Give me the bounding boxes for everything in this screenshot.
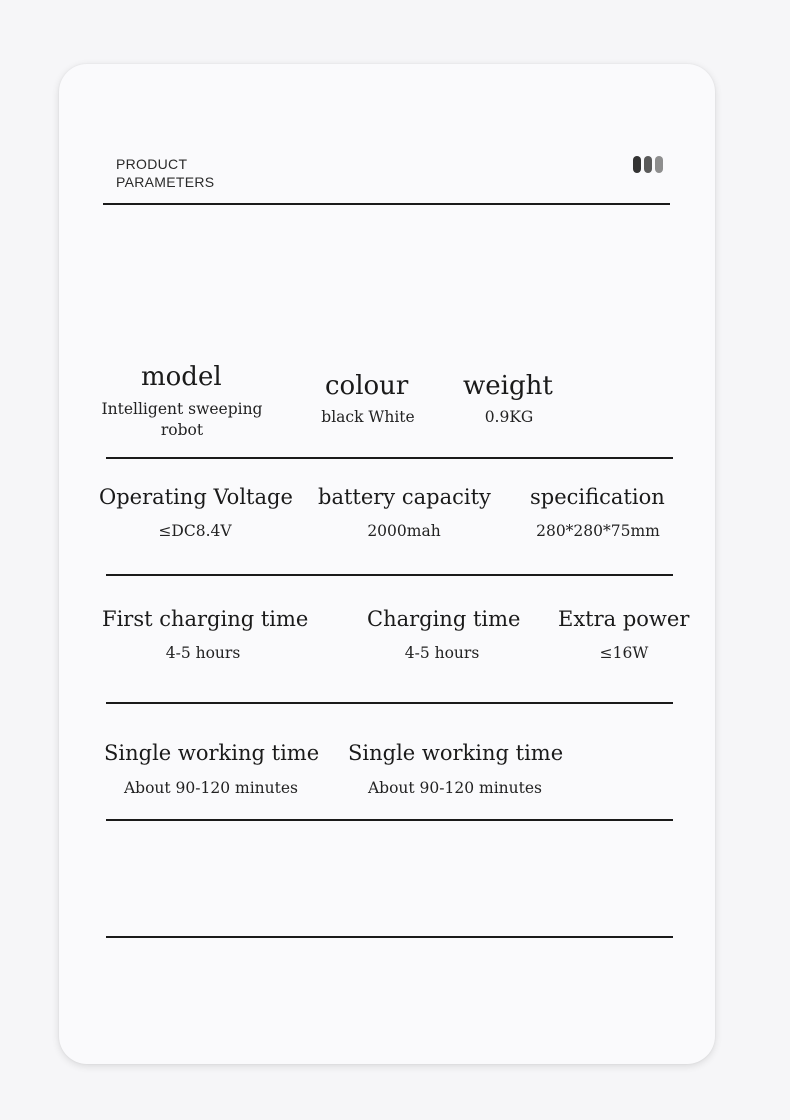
param-value-single-working-time-2: About 90-120 minutes <box>367 779 543 797</box>
row-divider-3 <box>106 702 673 704</box>
param-value-single-working-time-1: About 90-120 minutes <box>123 779 299 797</box>
param-label-colour: colour <box>325 371 409 401</box>
row-divider-4 <box>106 819 673 821</box>
decorative-dots <box>633 156 663 173</box>
param-value-colour: black White <box>321 408 415 426</box>
dot-dark <box>633 156 641 173</box>
section-title-line-2: PARAMETERS <box>116 174 215 190</box>
param-label-first-charging-time: First charging time <box>102 607 309 631</box>
param-value-first-charging-time: 4-5 hours <box>165 644 241 662</box>
param-value-extra-power: ≤16W <box>599 644 649 662</box>
param-value-model: Intelligent sweeping robot <box>101 400 263 439</box>
header-divider <box>103 203 670 205</box>
dot-mid <box>644 156 652 173</box>
param-label-operating-voltage: Operating Voltage <box>99 485 293 509</box>
param-value-weight: 0.9KG <box>484 408 534 426</box>
param-value-operating-voltage: ≤DC8.4V <box>158 522 232 540</box>
section-title <box>116 155 214 191</box>
dot-light <box>655 156 663 173</box>
param-value-charging-time: 4-5 hours <box>404 644 480 662</box>
param-label-weight: weight <box>463 371 553 401</box>
param-label-single-working-time-1: Single working time <box>104 741 320 765</box>
param-label-extra-power: Extra power <box>558 607 690 631</box>
section-title-line-1: PRODUCT <box>116 156 188 172</box>
row-divider-5 <box>106 936 673 938</box>
param-value-specification: 280*280*75mm <box>536 522 660 540</box>
parameters-card <box>59 64 715 1064</box>
param-label-charging-time: Charging time <box>367 607 521 631</box>
param-value-battery-capacity: 2000mah <box>367 522 441 540</box>
row-divider-1 <box>106 457 673 459</box>
param-label-specification: specification <box>530 485 665 509</box>
row-divider-2 <box>106 574 673 576</box>
param-label-single-working-time-2: Single working time <box>348 741 564 765</box>
param-label-battery-capacity: battery capacity <box>318 485 491 509</box>
param-label-model: model <box>141 362 222 392</box>
